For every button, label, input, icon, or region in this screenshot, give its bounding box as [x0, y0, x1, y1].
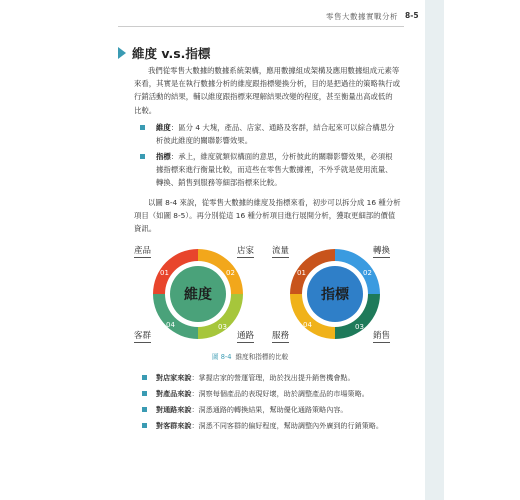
- segment-number: 03: [355, 323, 364, 331]
- bottom-bullet-store: [142, 372, 412, 384]
- bullet-text: ：掌握店家的營運管理，助於找出提升銷售機會點。: [191, 373, 355, 382]
- label-conversion: 轉換: [373, 246, 391, 256]
- square-bullet-icon: [142, 391, 147, 396]
- bullet-dimension: [134, 121, 412, 147]
- segment-number: 02: [226, 269, 235, 277]
- paragraph-line: 以圖 8-4 來說，從零售大數據的維度及指標來看，初步可以拆分成 16 種分析: [148, 198, 401, 207]
- label-product: 產品: [134, 246, 152, 256]
- metric-ring: [290, 249, 380, 339]
- bottom-bullet-customer: [142, 420, 412, 432]
- paragraph-line: 項目（如圖 8-5）。再分別從這 16 種分析項目進行展開分析，獲取更細部的價值: [134, 211, 396, 221]
- intro-line: 行銷活動的結果，輔以維度跟指標來理解結果改變的程度，甚至衡量出高或低的: [134, 92, 393, 102]
- segment-number: 01: [297, 269, 306, 277]
- segment-number: 02: [363, 269, 372, 277]
- running-header: 零售大數據實戰分析: [326, 12, 398, 21]
- square-bullet-icon: [142, 407, 147, 412]
- intro-line: 來看，其實是在執行數據分析的維度跟指標變換分析，目的是把過往的策略執行或: [134, 79, 401, 89]
- page-number: 8-5: [405, 11, 419, 20]
- label-store: 店家: [237, 246, 255, 256]
- page-edge-strip: [425, 0, 444, 500]
- metric-center-label: 指標: [321, 287, 349, 303]
- paragraph-line: 資訊。: [134, 224, 157, 234]
- intro-line: 比較。: [134, 105, 157, 115]
- square-bullet-icon: [140, 125, 145, 130]
- caption-number: 圖 8-4: [212, 353, 232, 361]
- triangle-bullet-icon: [118, 47, 126, 59]
- square-bullet-icon: [140, 154, 145, 159]
- caption-text: 維度和指標的比較: [235, 353, 289, 361]
- bullet-term: 對店家來說: [156, 373, 192, 382]
- bullet-text: ：洞察每個產品的表現好壞，助於調整產品的市場策略。: [191, 389, 369, 398]
- segment-number: 03: [218, 323, 227, 331]
- segment-number: 04: [166, 321, 175, 329]
- bullet-text: ：洞悉不同客群的偏好程度，幫助調整內外廣到的行銷策略。: [191, 421, 383, 430]
- intro-line: 我們從零售大數據的數據系統架構，應用數據組成架構及應用數據組成元素等: [148, 66, 400, 75]
- section-heading: [118, 44, 210, 62]
- label-customer: 客群: [134, 331, 152, 341]
- label-traffic: 流量: [272, 246, 290, 256]
- bullet-term: 對產品來說: [156, 389, 192, 398]
- bullet-text: 轉換、銷售到服務等細部指標來比較。: [156, 178, 282, 187]
- bullet-term: 維度: [156, 123, 171, 132]
- segment-number: 04: [303, 321, 312, 329]
- bullet-text: ：洞悉通路的轉換結果，幫助優化通路策略內容。: [191, 405, 348, 414]
- bullet-metric: [134, 150, 412, 189]
- section-title: 維度 v.s.指標: [132, 46, 211, 61]
- square-bullet-icon: [142, 423, 147, 428]
- figure-caption: [212, 351, 288, 361]
- intro-paragraph: [134, 64, 410, 117]
- bullet-text: 析彼此維度的關聯影響效果。: [156, 136, 253, 145]
- header-rule: [118, 26, 404, 27]
- label-channel: 通路: [237, 331, 255, 341]
- bullet-term: 對客群來說: [156, 421, 192, 430]
- label-service: 服務: [272, 331, 290, 341]
- dimension-center-label: 維度: [184, 287, 212, 303]
- label-sales: 銷售: [373, 331, 391, 341]
- bullet-text: 據指標來進行衡量比較，而這些在零售大數據裡，不外乎就是使用流量、: [156, 165, 393, 174]
- square-bullet-icon: [142, 375, 147, 380]
- bottom-bullet-product: [142, 388, 412, 400]
- bottom-bullet-channel: [142, 404, 412, 416]
- second-paragraph: [134, 196, 410, 236]
- segment-number: 01: [160, 269, 169, 277]
- bullet-term: 指標: [156, 152, 171, 161]
- bullet-term: 對通路來說: [156, 405, 192, 414]
- dimension-ring: [153, 249, 243, 339]
- bullet-text: ：承上，維度就類似構面的意思，分析彼此的關聯影響效果，必須根: [170, 152, 393, 161]
- bullet-text: ：區分 4 大塊，產品、店家、通路及客群，結合起來可以綜合構思分: [170, 123, 395, 132]
